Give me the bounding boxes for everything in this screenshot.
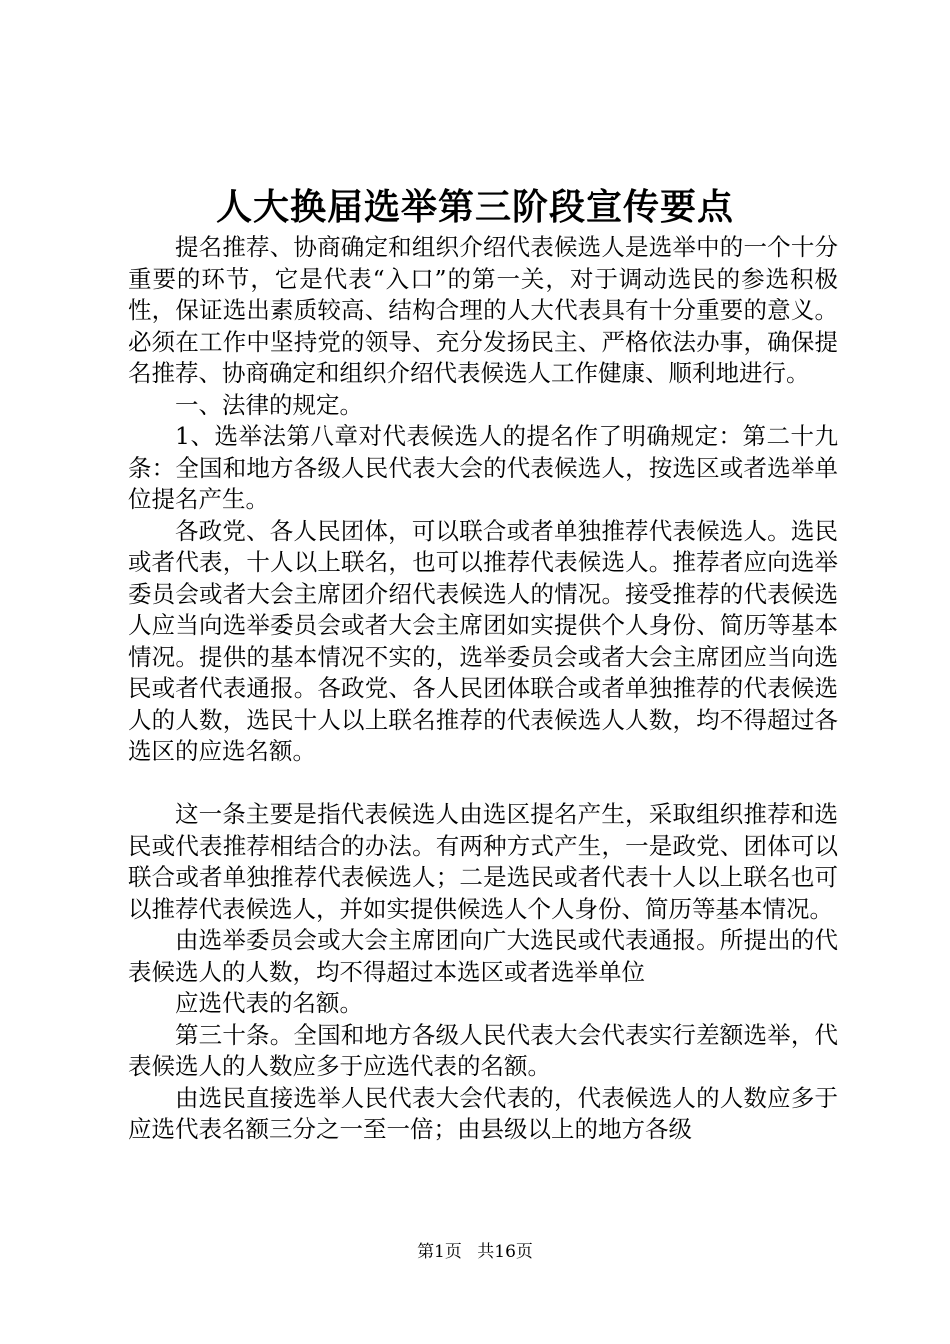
- document-title: 人大换届选举第三阶段宣传要点: [215, 187, 734, 228]
- paragraph-article-29: 1、选举法第八章对代表候选人的提名作了明确规定：第二十九条：全国和地方各级人民代表大会的代表候选人，按选区或者选举单位提名产生。: [128, 422, 838, 513]
- page-number: 第1页: [417, 1242, 462, 1262]
- page-total: 共16页: [477, 1242, 533, 1262]
- paragraph-notification: 由选举委员会或大会主席团向广大选民或代表通报。所提出的代表候选人的人数，均不得超过本选区或者选举单位: [128, 926, 838, 986]
- paragraph-quota: 应选代表的名额。: [175, 989, 363, 1017]
- paragraph-direct-election: 由选民直接选举人民代表大会代表的，代表候选人的人数应多于应选代表名额三分之一至一倍；由县级以上的地方各级: [128, 1083, 838, 1143]
- paragraph-article-30: 第三十条。全国和地方各级人民代表大会代表实行差额选举，代表候选人的人数应多于应选代表的名额。: [128, 1020, 838, 1080]
- paragraph-explanation: 这一条主要是指代表候选人由选区提名产生，采取组织推荐和选民或代表推荐相结合的办法。有两种方式产生，一是政党、团体可以联合或者单独推荐代表候选人；二是选民或者代表十人以上联名也可以推荐代表候选人，并如实提供候选人个人身份、简历等基本情况。: [128, 800, 838, 923]
- document-body: [128, 232, 838, 1146]
- paragraph-recommendation: 各政党、各人民团体，可以联合或者单独推荐代表候选人。选民或者代表，十人以上联名，也可以推荐代表候选人。推荐者应向选举委员会或者大会主席团介绍代表候选人的情况。接受推荐的代表候选人应当向选举委员会或者大会主席团如实提供个人身份、简历等基本情况。提供的基本情况不实的，选举委员会或者大会主席团应当向选民或者代表通报。各政党、各人民团体联合或者单独推荐的代表候选人的人数，选民十人以上联名推荐的代表候选人人数，均不得超过各选区的应选名额。: [128, 516, 838, 765]
- paragraph-intro: 提名推荐、协商确定和组织介绍代表候选人是选举中的一个十分重要的环节，它是代表“入口”的第一关，对于调动选民的参选积极性，保证选出素质较高、结构合理的人大代表具有十分重要的意义。必须在工作中坚持党的领导、充分发扬民主、严格依法办事，确保提名推荐、协商确定和组织介绍代表候选人工作健康、顺利地进行。: [128, 233, 838, 387]
- page-footer: [0, 1240, 950, 1264]
- paragraph-section-heading: 一、法律的规定。: [175, 390, 363, 419]
